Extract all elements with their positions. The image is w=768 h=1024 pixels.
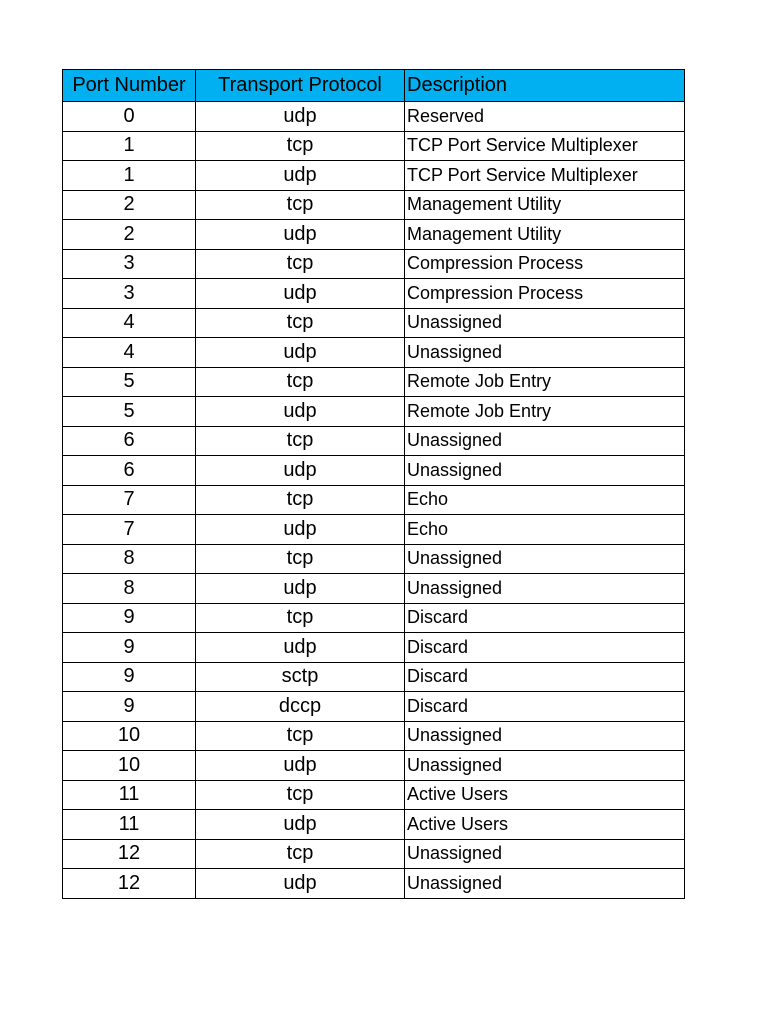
transport-protocol-cell: tcp <box>196 780 405 810</box>
description-cell: Discard <box>405 603 685 633</box>
table-row <box>63 485 685 515</box>
transport-protocol-cell: udp <box>196 279 405 309</box>
table-row <box>63 102 685 132</box>
transport-protocol-cell: udp <box>196 220 405 250</box>
table-row <box>63 721 685 751</box>
description-cell: Unassigned <box>405 308 685 338</box>
table-row <box>63 633 685 663</box>
transport-protocol-cell: tcp <box>196 544 405 574</box>
table-row <box>63 249 685 279</box>
description-cell: Unassigned <box>405 456 685 486</box>
header-port-number: Port Number <box>63 70 196 102</box>
description-cell: Remote Job Entry <box>405 397 685 427</box>
transport-protocol-cell: tcp <box>196 721 405 751</box>
transport-protocol-cell: tcp <box>196 426 405 456</box>
description-cell: Compression Process <box>405 249 685 279</box>
port-number-cell: 8 <box>63 544 196 574</box>
description-cell: TCP Port Service Multiplexer <box>405 131 685 161</box>
table-row <box>63 780 685 810</box>
table-row <box>63 190 685 220</box>
port-number-cell: 3 <box>63 279 196 309</box>
description-cell: Unassigned <box>405 574 685 604</box>
table-row <box>63 544 685 574</box>
description-cell: Unassigned <box>405 721 685 751</box>
description-cell: Unassigned <box>405 338 685 368</box>
transport-protocol-cell: tcp <box>196 131 405 161</box>
port-number-cell: 1 <box>63 131 196 161</box>
port-number-cell: 2 <box>63 220 196 250</box>
transport-protocol-cell: tcp <box>196 485 405 515</box>
transport-protocol-cell: udp <box>196 456 405 486</box>
table-row <box>63 220 685 250</box>
port-number-cell: 4 <box>63 338 196 368</box>
port-table <box>62 69 685 899</box>
transport-protocol-cell: udp <box>196 338 405 368</box>
description-cell: Unassigned <box>405 544 685 574</box>
description-cell: Active Users <box>405 810 685 840</box>
port-number-cell: 4 <box>63 308 196 338</box>
description-cell: Management Utility <box>405 190 685 220</box>
table-row <box>63 692 685 722</box>
port-number-cell: 10 <box>63 751 196 781</box>
port-number-cell: 0 <box>63 102 196 132</box>
transport-protocol-cell: tcp <box>196 367 405 397</box>
transport-protocol-cell: tcp <box>196 190 405 220</box>
transport-protocol-cell: udp <box>196 633 405 663</box>
header-description: Description <box>405 70 685 102</box>
port-number-cell: 3 <box>63 249 196 279</box>
transport-protocol-cell: tcp <box>196 249 405 279</box>
table-row <box>63 279 685 309</box>
transport-protocol-cell: udp <box>196 869 405 899</box>
transport-protocol-cell: udp <box>196 574 405 604</box>
transport-protocol-cell: tcp <box>196 603 405 633</box>
transport-protocol-cell: tcp <box>196 308 405 338</box>
port-number-cell: 9 <box>63 662 196 692</box>
transport-protocol-cell: udp <box>196 515 405 545</box>
description-cell: Discard <box>405 662 685 692</box>
port-number-cell: 12 <box>63 869 196 899</box>
port-number-cell: 7 <box>63 485 196 515</box>
port-number-cell: 6 <box>63 456 196 486</box>
port-number-cell: 11 <box>63 810 196 840</box>
transport-protocol-cell: udp <box>196 810 405 840</box>
table-row <box>63 308 685 338</box>
description-cell: Unassigned <box>405 751 685 781</box>
transport-protocol-cell: udp <box>196 397 405 427</box>
table-row <box>63 161 685 191</box>
transport-protocol-cell: udp <box>196 161 405 191</box>
port-number-cell: 7 <box>63 515 196 545</box>
table-row <box>63 426 685 456</box>
header-transport-protocol: Transport Protocol <box>196 70 405 102</box>
table-row <box>63 456 685 486</box>
description-cell: Management Utility <box>405 220 685 250</box>
transport-protocol-cell: tcp <box>196 839 405 869</box>
port-number-cell: 12 <box>63 839 196 869</box>
port-number-cell: 9 <box>63 603 196 633</box>
table-row <box>63 131 685 161</box>
transport-protocol-cell: udp <box>196 751 405 781</box>
table-body <box>63 102 685 899</box>
transport-protocol-cell: udp <box>196 102 405 132</box>
table-row <box>63 338 685 368</box>
port-number-cell: 9 <box>63 692 196 722</box>
description-cell: Discard <box>405 633 685 663</box>
transport-protocol-cell: sctp <box>196 662 405 692</box>
description-cell: Echo <box>405 485 685 515</box>
port-number-cell: 2 <box>63 190 196 220</box>
table-row <box>63 662 685 692</box>
port-number-cell: 11 <box>63 780 196 810</box>
port-number-cell: 5 <box>63 397 196 427</box>
table-row <box>63 367 685 397</box>
port-number-cell: 9 <box>63 633 196 663</box>
description-cell: Remote Job Entry <box>405 367 685 397</box>
table-row <box>63 751 685 781</box>
description-cell: Active Users <box>405 780 685 810</box>
header-row <box>63 70 685 102</box>
table-row <box>63 839 685 869</box>
port-number-cell: 8 <box>63 574 196 604</box>
description-cell: Reserved <box>405 102 685 132</box>
table-row <box>63 603 685 633</box>
table-row <box>63 574 685 604</box>
table-header <box>63 70 685 102</box>
description-cell: Compression Process <box>405 279 685 309</box>
port-number-cell: 6 <box>63 426 196 456</box>
port-number-cell: 5 <box>63 367 196 397</box>
description-cell: TCP Port Service Multiplexer <box>405 161 685 191</box>
port-number-cell: 10 <box>63 721 196 751</box>
table-row <box>63 397 685 427</box>
table-row <box>63 810 685 840</box>
description-cell: Unassigned <box>405 426 685 456</box>
table-row <box>63 869 685 899</box>
description-cell: Discard <box>405 692 685 722</box>
table-row <box>63 515 685 545</box>
transport-protocol-cell: dccp <box>196 692 405 722</box>
port-number-cell: 1 <box>63 161 196 191</box>
description-cell: Echo <box>405 515 685 545</box>
description-cell: Unassigned <box>405 869 685 899</box>
port-table-sheet <box>62 69 684 899</box>
description-cell: Unassigned <box>405 839 685 869</box>
